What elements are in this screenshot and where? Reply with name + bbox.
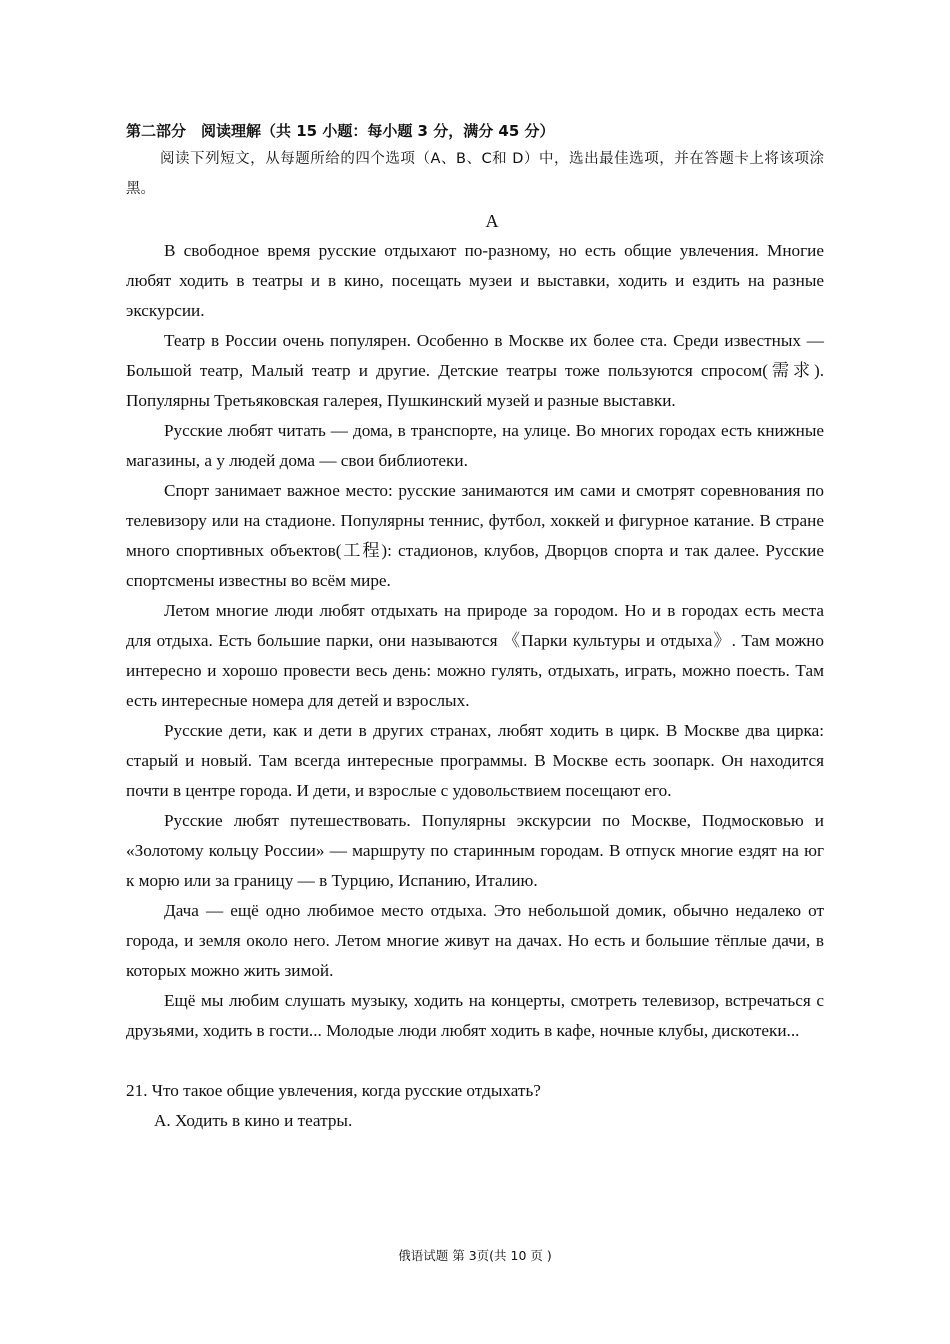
passage-paragraph-1: В свободное время русские отдыхают по-разному, но есть общие увлечения. Многие любят ходить в театры и в кино, посещать музеи и выставки, ходить и ездить на разные экскурсии. bbox=[126, 241, 824, 320]
question-text: 21. Что такое общие увлечения, когда русские отдыхать? bbox=[126, 1081, 541, 1100]
passage-paragraph-2: Театр в России очень популярен. Особенно в Москве их более ста. Среди известных — Большой театр, Малый театр и другие. Детские театры тоже пользуются спросом(需求). Популярны Третьяковская галерея, Пушкинский музей и разные выставки. bbox=[126, 331, 824, 410]
question-option-a: A. Ходить в кино и театры. bbox=[154, 1111, 353, 1130]
passage-letter: A bbox=[485, 211, 499, 231]
passage-paragraph-7: Русские любят путешествовать. Популярны экскурсии по Москве, Подмосковью и «Золотому кольцу России» — маршруту по старинным городам. В отпуск многие ездят на юг к морю или за границу — в Турцию, Испанию, Италию. bbox=[126, 811, 824, 890]
page-footer: 俄语试题 第 3页(共 10 页 ) bbox=[398, 1248, 552, 1263]
passage-paragraph-3: Русские любят читать — дома, в транспорте, на улице. Во многих городах есть книжные магазины, а у людей дома — свои библиотеки. bbox=[126, 421, 824, 470]
passage-paragraph-9: Ещё мы любим слушать музыку, ходить на концерты, смотреть телевизор, встречаться с друзьями, ходить в гости... Молодые люди любят ходить в кафе, ночные клубы, дискотеки... bbox=[126, 991, 824, 1040]
passage-body bbox=[126, 236, 824, 1046]
question-21 bbox=[126, 1076, 824, 1136]
passage-paragraph-6: Русские дети, как и дети в других странах, любят ходить в цирк. В Москве два цирка: старый и новый. Там всегда интересные программы. В Москве есть зоопарк. Он находится почти в центре города. И дети, и взрослые с удовольствием посещают его. bbox=[126, 721, 824, 800]
exam-page-content bbox=[126, 118, 824, 1136]
section-title: 第二部分 阅读理解（共 15 小题：每小题 3 分，满分 45 分） bbox=[126, 122, 555, 140]
passage-paragraph-8: Дача — ещё одно любимое место отдыха. Это небольшой домик, обычно недалеко от города, и земля около него. Летом многие живут на дачах. Но есть и большие тёплые дачи, в которых можно жить зимой. bbox=[126, 901, 824, 980]
passage-paragraph-4: Спорт занимает важное место: русские занимаются им сами и смотрят соревнования по телевизору или на стадионе. Популярны теннис, футбол, хоккей и фигурное катание. В стране много спортивных объектов(工程): стадионов, клубов, Дворцов спорта и так далее. Русские спортсмены известны во всём мире. bbox=[126, 481, 824, 590]
passage-paragraph-5: Летом многие люди любят отдыхать на природе за городом. Но и в городах есть места для отдыха. Есть большие парки, они называются 《Парки культуры и отдыха》. Там можно интересно и хорошо провести весь день: можно гулять, отдыхать, играть, можно поесть. Там есть интересные номера для детей и взрослых. bbox=[126, 601, 824, 710]
section-instructions: 阅读下列短文，从每题所给的四个选项（A、B、C和 D）中，选出最佳选项，并在答题卡上将该项涂黑。 bbox=[126, 151, 824, 197]
